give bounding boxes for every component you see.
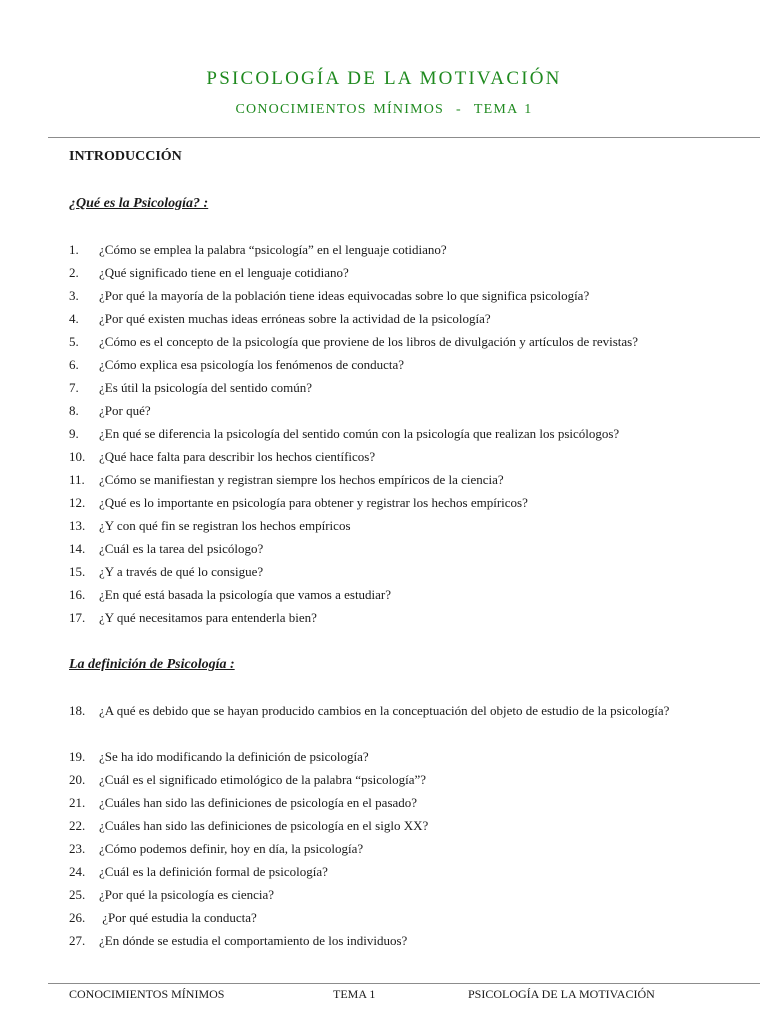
footer-course: CONOCIMIENTOS MÍNIMOS [69,987,225,1001]
question-item [69,518,351,534]
question-number: 16. [69,587,86,602]
subtitle-course: CONOCIMIENTOS MÍNIMOS [235,102,445,117]
question-text: ¿En qué está basada la psicología que vamos a estudiar? [99,587,392,602]
subtitle-separator: - [456,102,462,117]
question-item [69,541,263,557]
question-number: 14. [69,541,86,556]
question-item [69,887,274,903]
question-item [69,495,528,511]
question-item [69,311,491,327]
question-number: 2. [69,265,79,280]
question-item [69,242,447,258]
question-text: ¿Cuáles han sido las definiciones de psicología en el siglo XX? [99,818,429,833]
question-number: 19. [69,749,86,764]
question-text: ¿Qué significado tiene en el lenguaje cotidiano? [99,265,349,280]
question-number: 9. [69,426,79,441]
question-item [69,449,375,465]
question-item [69,749,369,765]
question-text: ¿Cuáles han sido las definiciones de psicología en el pasado? [99,795,418,810]
section-heading-definicion: La definición de Psicología : [69,657,235,672]
document-title: PSICOLOGÍA DE LA MOTIVACIÓN [206,68,562,89]
question-item [69,772,426,788]
question-number: 7. [69,380,79,395]
question-number: 1. [69,242,79,257]
question-text: ¿Por qué estudia la conducta? [99,910,257,925]
question-item [69,933,407,949]
question-text: ¿Cómo se emplea la palabra “psicología” en el lenguaje cotidiano? [99,242,447,257]
question-number: 24. [69,864,86,879]
question-number: 11. [69,472,85,487]
question-text: ¿Por qué? [99,403,151,418]
question-item [69,472,504,488]
question-text: ¿Por qué existen muchas ideas erróneas sobre la actividad de la psicología? [99,311,491,326]
question-text: ¿Por qué la psicología es ciencia? [99,887,275,902]
question-item [69,864,328,880]
question-number: 21. [69,795,86,810]
question-item [69,288,589,304]
question-text: ¿Qué hace falta para describir los hechos científicos? [99,449,376,464]
question-item [69,564,263,580]
question-item [69,403,151,419]
question-number: 4. [69,311,79,326]
question-number: 10. [69,449,86,464]
question-number: 23. [69,841,86,856]
question-text: ¿En qué se diferencia la psicología del sentido común con la psicología que realizan los psicólogos? [99,426,620,441]
question-number: 22. [69,818,86,833]
question-text: ¿Cómo podemos definir, hoy en día, la psicología? [99,841,364,856]
question-item [69,818,428,834]
question-text: ¿Cuál es la definición formal de psicología? [99,864,328,879]
question-item [69,700,689,722]
question-text: ¿Cuál es la tarea del psicólogo? [99,541,264,556]
question-text: ¿Qué es lo importante en psicología para obtener y registrar los hechos empíricos? [99,495,528,510]
question-number: 20. [69,772,86,787]
question-item [69,795,417,811]
question-item [69,357,404,373]
question-item [69,610,317,626]
footer-topic: TEMA 1 [333,987,376,1001]
question-item [69,380,312,396]
question-item [69,334,638,350]
header-divider [48,137,760,138]
question-text: ¿A qué es debido que se hayan producido cambios en la conceptuación del objeto de estudio de la psicología? [99,703,670,718]
question-item [69,841,363,857]
question-number: 17. [69,610,86,625]
question-text: ¿Y qué necesitamos para entenderla bien? [99,610,317,625]
question-number: 12. [69,495,86,510]
question-number: 5. [69,334,79,349]
question-item [69,587,391,603]
footer-divider [48,983,760,984]
question-number: 25. [69,887,86,902]
question-text: ¿Cuál es el significado etimológico de la palabra “psicología”? [99,772,427,787]
question-text: ¿Cómo explica esa psicología los fenómenos de conducta? [99,357,405,372]
question-text: ¿En dónde se estudia el comportamiento de los individuos? [99,933,408,948]
question-text: ¿Es útil la psicología del sentido común? [99,380,313,395]
question-item [69,426,619,442]
question-number: 6. [69,357,79,372]
question-item [69,265,349,281]
question-number: 13. [69,518,86,533]
question-text: ¿Y a través de qué lo consigue? [99,564,264,579]
document-subtitle [0,102,768,118]
question-item [69,910,257,926]
intro-heading: INTRODUCCIÓN [69,149,182,164]
question-number: 27. [69,933,86,948]
question-text: ¿Cómo se manifiestan y registran siempre los hechos empíricos de la ciencia? [99,472,504,487]
footer-title: PSICOLOGÍA DE LA MOTIVACIÓN [468,987,655,1001]
section-heading-que-es: ¿Qué es la Psicología? : [69,196,209,211]
question-number: 3. [69,288,79,303]
question-text: ¿Cómo es el concepto de la psicología que proviene de los libros de divulgación y artículos de revistas? [99,334,638,349]
question-text: ¿Se ha ido modificando la definición de psicología? [99,749,369,764]
question-number: 15. [69,564,86,579]
question-number: 26. [69,910,86,925]
subtitle-topic: TEMA 1 [473,102,533,117]
question-text: ¿Y con qué fin se registran los hechos empíricos [99,518,351,533]
question-text: ¿Por qué la mayoría de la población tiene ideas equivocadas sobre lo que significa psicología? [99,288,590,303]
question-number: 8. [69,403,79,418]
question-number: 18. [69,703,86,718]
